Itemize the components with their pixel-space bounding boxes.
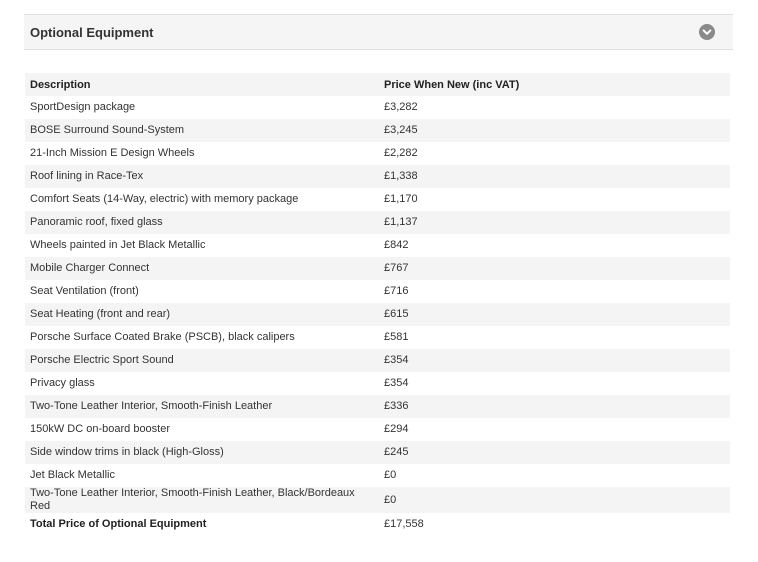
row-price: £1,338 bbox=[384, 170, 418, 182]
row-description: Roof lining in Race-Tex bbox=[30, 170, 144, 182]
row-price: £767 bbox=[384, 262, 409, 274]
row-description: Two-Tone Leather Interior, Smooth-Finish Leather bbox=[30, 400, 273, 412]
row-description: Mobile Charger Connect bbox=[30, 262, 150, 274]
table-row bbox=[25, 372, 730, 395]
optional-equipment-panel bbox=[24, 14, 733, 50]
table-row bbox=[25, 234, 730, 257]
row-description: Panoramic roof, fixed glass bbox=[30, 216, 163, 228]
table-row bbox=[25, 257, 730, 280]
table-row bbox=[25, 326, 730, 349]
table-row bbox=[25, 211, 730, 234]
row-description: Porsche Electric Sport Sound bbox=[30, 354, 174, 366]
row-description: 150kW DC on-board booster bbox=[30, 423, 171, 435]
row-price: £1,137 bbox=[384, 216, 418, 228]
row-price: £581 bbox=[384, 331, 409, 343]
row-price: £716 bbox=[384, 285, 409, 297]
optional-equipment-header[interactable] bbox=[24, 14, 733, 50]
row-description: Privacy glass bbox=[30, 377, 95, 389]
row-description: BOSE Surround Sound-System bbox=[30, 124, 185, 136]
table-row bbox=[25, 96, 730, 119]
row-price: £354 bbox=[384, 377, 409, 389]
table-row bbox=[25, 188, 730, 211]
table-row bbox=[25, 142, 730, 165]
total-value: £17,558 bbox=[384, 518, 424, 530]
row-description: Two-Tone Leather Interior, Smooth-Finish Leather, Black/Bordeaux Red bbox=[30, 487, 355, 512]
row-description: Jet Black Metallic bbox=[30, 469, 115, 481]
row-description: Wheels painted in Jet Black Metallic bbox=[30, 239, 206, 251]
row-description: Comfort Seats (14-Way, electric) with memory package bbox=[30, 193, 299, 205]
table-body bbox=[25, 96, 730, 513]
table-row bbox=[25, 303, 730, 326]
optional-equipment-table bbox=[25, 73, 730, 536]
row-price: £245 bbox=[384, 446, 409, 458]
row-price: £336 bbox=[384, 400, 409, 412]
table-row bbox=[25, 487, 730, 513]
row-description: Seat Ventilation (front) bbox=[30, 285, 139, 297]
total-row bbox=[25, 513, 730, 536]
row-price: £3,245 bbox=[384, 124, 418, 136]
row-description: Porsche Surface Coated Brake (PSCB), black calipers bbox=[30, 331, 295, 343]
row-price: £294 bbox=[384, 423, 409, 435]
row-price: £615 bbox=[384, 308, 409, 320]
row-price: £3,282 bbox=[384, 101, 418, 113]
table-row bbox=[25, 119, 730, 142]
chevron-down-icon bbox=[699, 24, 715, 40]
row-description: Seat Heating (front and rear) bbox=[30, 308, 171, 320]
table-row bbox=[25, 441, 730, 464]
table-row bbox=[25, 464, 730, 487]
row-price: £0 bbox=[384, 493, 397, 506]
row-price: £842 bbox=[384, 239, 409, 251]
column-header-price: Price When New (inc VAT) bbox=[384, 78, 520, 91]
row-description: Side window trims in black (High-Gloss) bbox=[30, 446, 224, 458]
row-description: 21-Inch Mission E Design Wheels bbox=[30, 147, 195, 159]
column-header-description: Description bbox=[30, 78, 91, 91]
row-description: SportDesign package bbox=[30, 101, 136, 113]
row-price: £0 bbox=[384, 469, 397, 481]
row-price: £1,170 bbox=[384, 193, 418, 205]
table-row bbox=[25, 280, 730, 303]
table-row bbox=[25, 395, 730, 418]
section-title: Optional Equipment bbox=[30, 24, 154, 40]
row-price: £2,282 bbox=[384, 147, 418, 159]
collapse-toggle[interactable] bbox=[699, 24, 715, 40]
total-label: Total Price of Optional Equipment bbox=[30, 518, 207, 530]
row-price: £354 bbox=[384, 354, 409, 366]
table-header-row bbox=[25, 73, 730, 96]
table-row bbox=[25, 165, 730, 188]
table-row bbox=[25, 349, 730, 372]
table-row bbox=[25, 418, 730, 441]
